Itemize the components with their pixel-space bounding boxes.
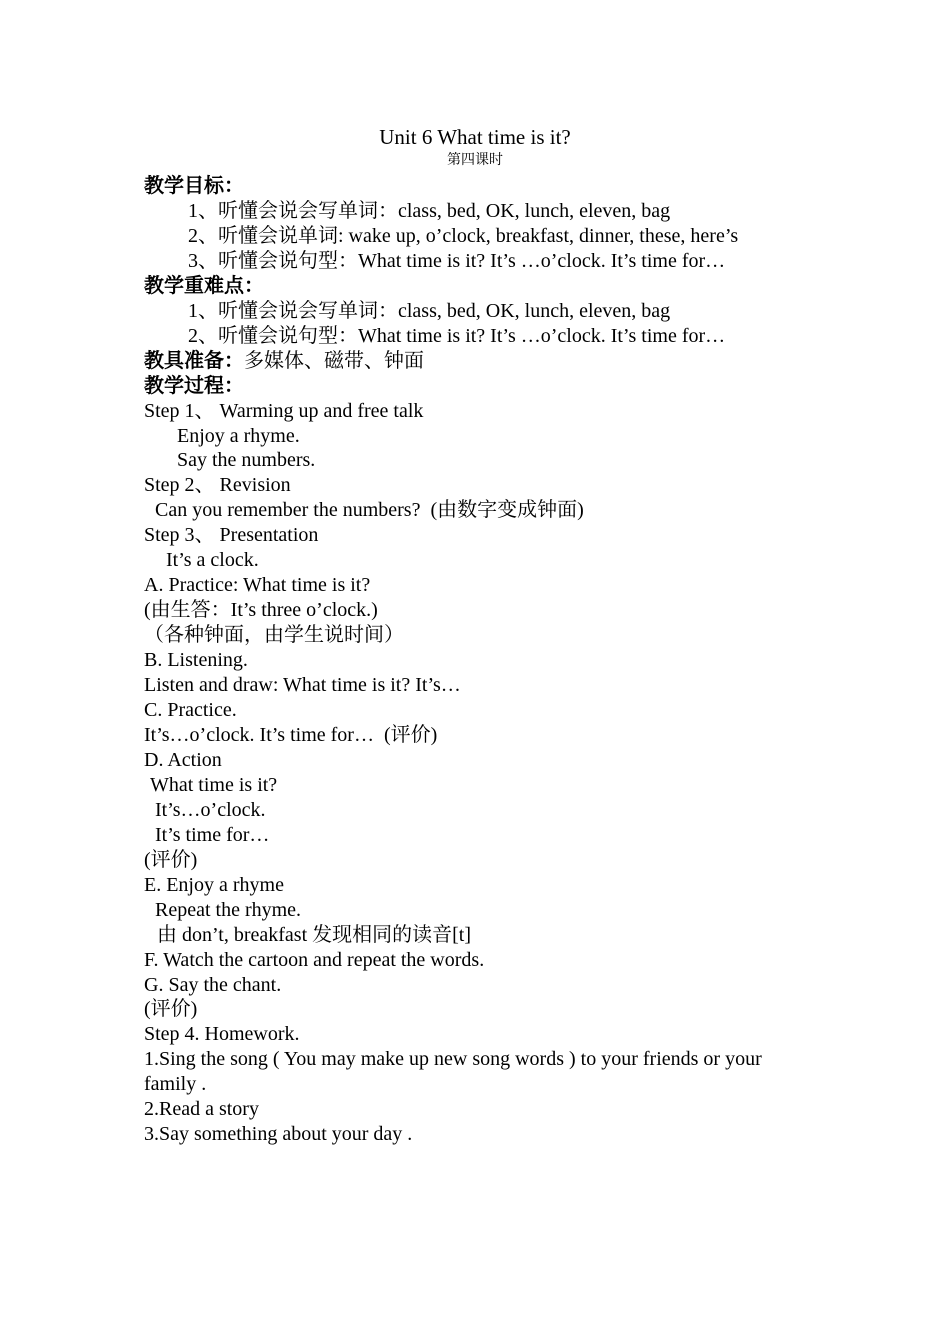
procedure-line: (评价) (144, 848, 198, 871)
materials-value: 多媒体、磁带、钟面 (244, 349, 424, 372)
heading-materials (144, 349, 812, 374)
procedure-line: What time is it? (150, 773, 278, 796)
document-title: Unit 6 What time is it? (379, 125, 571, 149)
document-body (144, 174, 812, 1147)
procedure-line: B. Listening. (144, 649, 248, 672)
procedure-line: It’s time for… (155, 823, 270, 846)
procedure-line: It’s…o’clock. It’s time for… (评价) (144, 723, 438, 746)
heading-objectives: 教学目标： (144, 175, 244, 197)
step-4-heading: Step 4. Homework. (144, 1023, 300, 1046)
key-point-line: 1、听懂会说会写单词：class, bed, OK, lunch, eleven, bag (188, 299, 671, 322)
procedure-line: (评价) (144, 998, 198, 1021)
homework-line: 3.Say something about your day . (144, 1123, 413, 1146)
heading-procedure: 教学过程： (144, 374, 244, 397)
procedure-line: (由生答：It’s three o’clock.) (144, 599, 378, 622)
objective-line: 1、听懂会说会写单词：class, bed, OK, lunch, eleven, bag (188, 199, 671, 222)
procedure-line: Listen and draw: What time is it? It’s… (144, 674, 461, 697)
document-subtitle: 第四课时 (447, 153, 503, 168)
heading-key-points: 教学重难点： (144, 274, 264, 297)
step-3-heading: Step 3、 Presentation (144, 524, 319, 547)
homework-line: 2.Read a story (144, 1098, 259, 1121)
step-2-heading: Step 2、 Revision (144, 474, 291, 497)
procedure-line: D. Action (144, 748, 222, 771)
objective-line: 2、听懂会说单词: wake up, o’clock, breakfast, dinner, these, here’s (188, 224, 739, 247)
materials-label: 教具准备： (144, 349, 244, 372)
key-point-line: 2、听懂会说句型：What time is it? It’s …o’clock. It’s time for… (188, 324, 726, 347)
procedure-line: Enjoy a rhyme. (177, 424, 300, 447)
procedure-line: Can you remember the numbers? (由数字变成钟面) (155, 499, 584, 522)
procedure-line: C. Practice. (144, 699, 237, 722)
procedure-line: A. Practice: What time is it? (144, 574, 371, 597)
procedure-line: （各种钟面，由学生说时间） (144, 624, 404, 647)
procedure-line: G. Say the chant. (144, 973, 282, 996)
step-1-heading: Step 1、 Warming up and free talk (144, 399, 424, 422)
objective-line: 3、听懂会说句型：What time is it? It’s …o’clock. It’s time for… (188, 249, 726, 272)
procedure-line: It’s…o’clock. (155, 798, 266, 821)
procedure-line: E. Enjoy a rhyme (144, 873, 284, 896)
procedure-line: 由 don’t, breakfast 发现相同的读音[t] (157, 923, 472, 946)
procedure-line: Say the numbers. (177, 449, 316, 472)
procedure-line: F. Watch the cartoon and repeat the words. (144, 948, 485, 971)
procedure-line: Repeat the rhyme. (155, 898, 302, 921)
homework-line: 1.Sing the song ( You may make up new song words ) to your friends or your family . (144, 1048, 762, 1096)
procedure-line: It’s a clock. (166, 549, 259, 572)
